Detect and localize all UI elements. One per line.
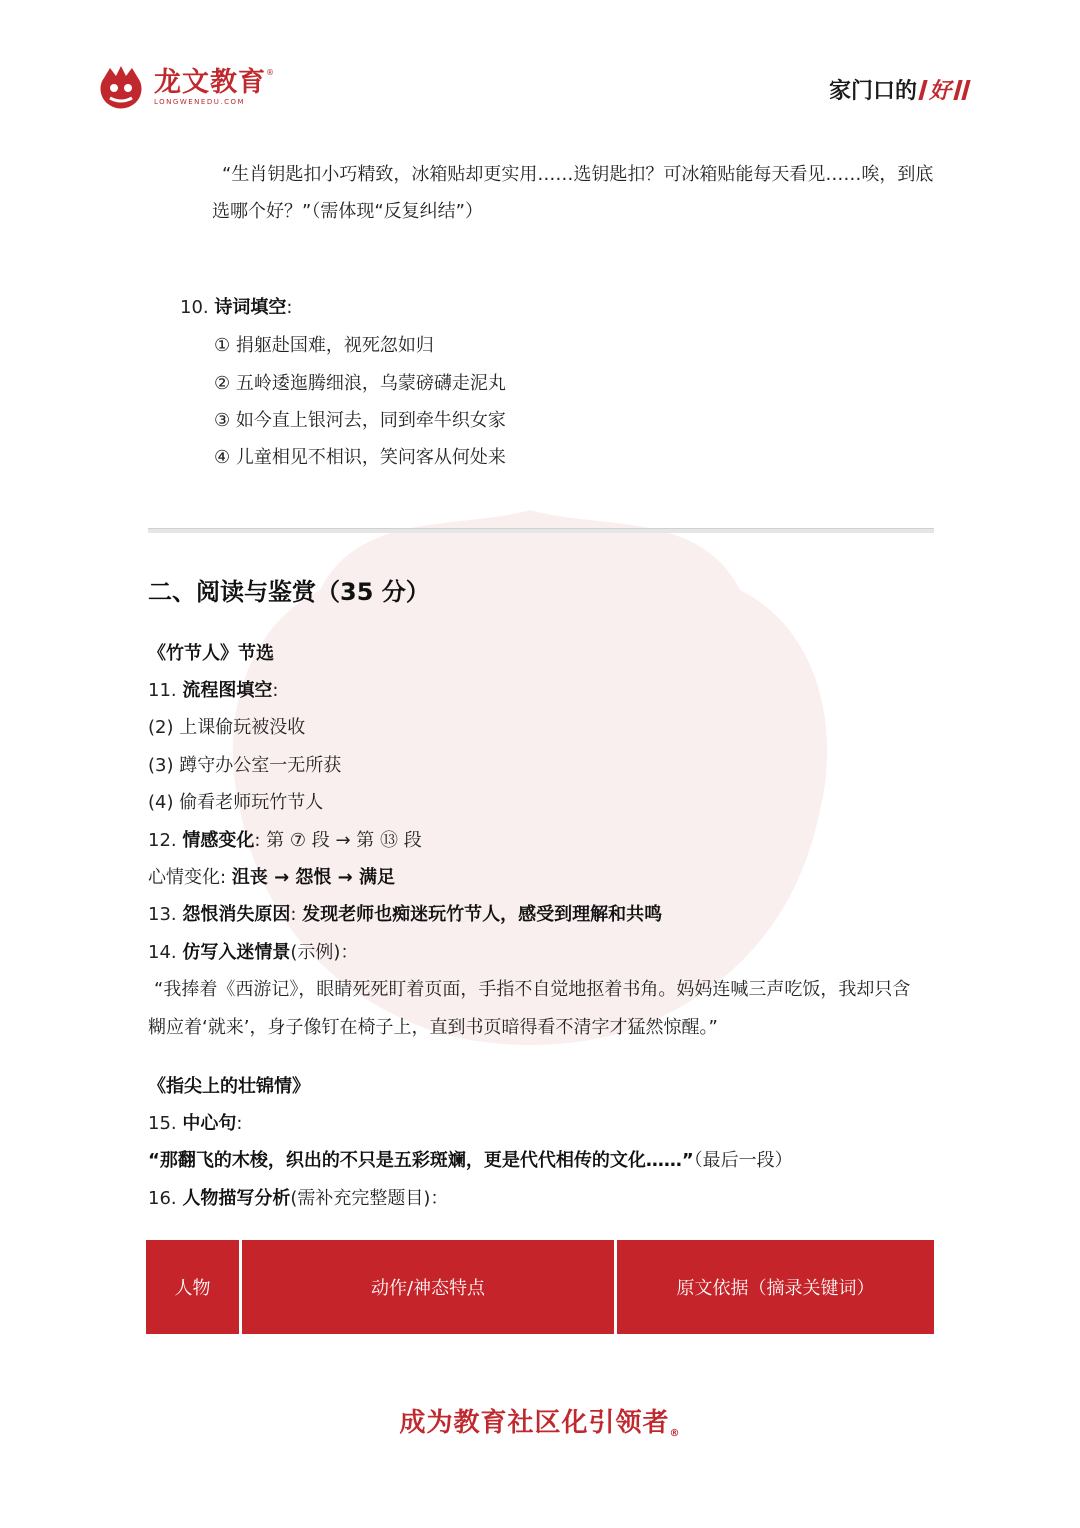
header-slogan [829, 74, 970, 105]
header-slogan-dark: 家门口的 [828, 79, 917, 104]
q11-item: (4) 偷看老师玩竹节人 [148, 792, 324, 813]
analysis-table-header [146, 1240, 934, 1334]
section-title: 二、阅读与鉴赏（35 分） [148, 578, 430, 606]
brand-logo: 龙文教育® LONGWENEDU.COM [96, 62, 274, 112]
q14-example-line-1: “我捧着《西游记》，眼睛死死盯着页面，手指不自觉地抠着书角。妈妈连喊三声吃饭，我却只含 [154, 979, 911, 1000]
q10-item: ④ 儿童相见不相识，笑问客从何处来 [214, 447, 506, 468]
quote-line-2: 选哪个好？”（需体现“反复纠结”） [212, 201, 483, 222]
quote-line-1: “生肖钥匙扣小巧精致，冰箱贴却更实用……选钥匙扣？可冰箱贴能每天看见……唉，到底 [222, 164, 934, 185]
passage-title: 《竹节人》节选 [148, 643, 274, 664]
logo-chinese-text: 龙文教育 [154, 67, 266, 98]
q10-heading: 10. 诗词填空: [180, 297, 293, 318]
q13-line: 13. 怨恨消失原因: 发现老师也痴迷玩竹节人，感受到理解和共鸣 [148, 904, 663, 925]
header-slogan-red: 好 [928, 79, 951, 104]
q15-heading: 15. 中心句: [148, 1113, 243, 1134]
q11-item: (3) 蹲守办公室一无所获 [148, 755, 342, 776]
q14-heading: 14. 仿写入迷情景(示例)： [148, 942, 359, 963]
q12-mood: 心情变化: 沮丧 → 怨恨 → 满足 [148, 867, 396, 888]
q10-title: 诗词填空 [214, 297, 287, 318]
q10-item: ② 五岭逶迤腾细浪，乌蒙磅礴走泥丸 [214, 373, 506, 394]
footer-slogan: 成为教育社区化引领者® [399, 1408, 681, 1439]
q16-heading: 16. 人物描写分析(需补充完整题目)： [148, 1188, 449, 1209]
table-header-cell: 原文依据（摘录关键词） [617, 1240, 934, 1334]
q14-example-line-2: 糊应着‘就来’，身子像钉在椅子上，直到书页暗得看不清字才猛然惊醒。” [148, 1017, 718, 1038]
q11-item: (2) 上课偷玩被没收 [148, 717, 306, 738]
table-header-cell: 动作/神态特点 [242, 1240, 614, 1334]
table-header-cell: 人物 [146, 1240, 239, 1334]
q15-answer: “那翻飞的木梭，织出的不只是五彩斑斓，更是代代相传的文化……”（最后一段） [148, 1150, 793, 1171]
q12-heading: 12. 情感变化: 第 ⑦ 段 → 第 ⑬ 段 [148, 830, 422, 851]
logo-english-text: LONGWENEDU.COM [154, 98, 245, 106]
q10-item: ① 捐躯赴国难，视死忽如归 [214, 335, 434, 356]
q11-heading: 11. 流程图填空: [148, 680, 279, 701]
dragon-logo-icon [96, 64, 146, 110]
q10-item: ③ 如今直上银河去，同到牵牛织女家 [214, 410, 506, 431]
passage-title: 《指尖上的壮锦情》 [148, 1076, 310, 1097]
section-divider [148, 528, 934, 533]
